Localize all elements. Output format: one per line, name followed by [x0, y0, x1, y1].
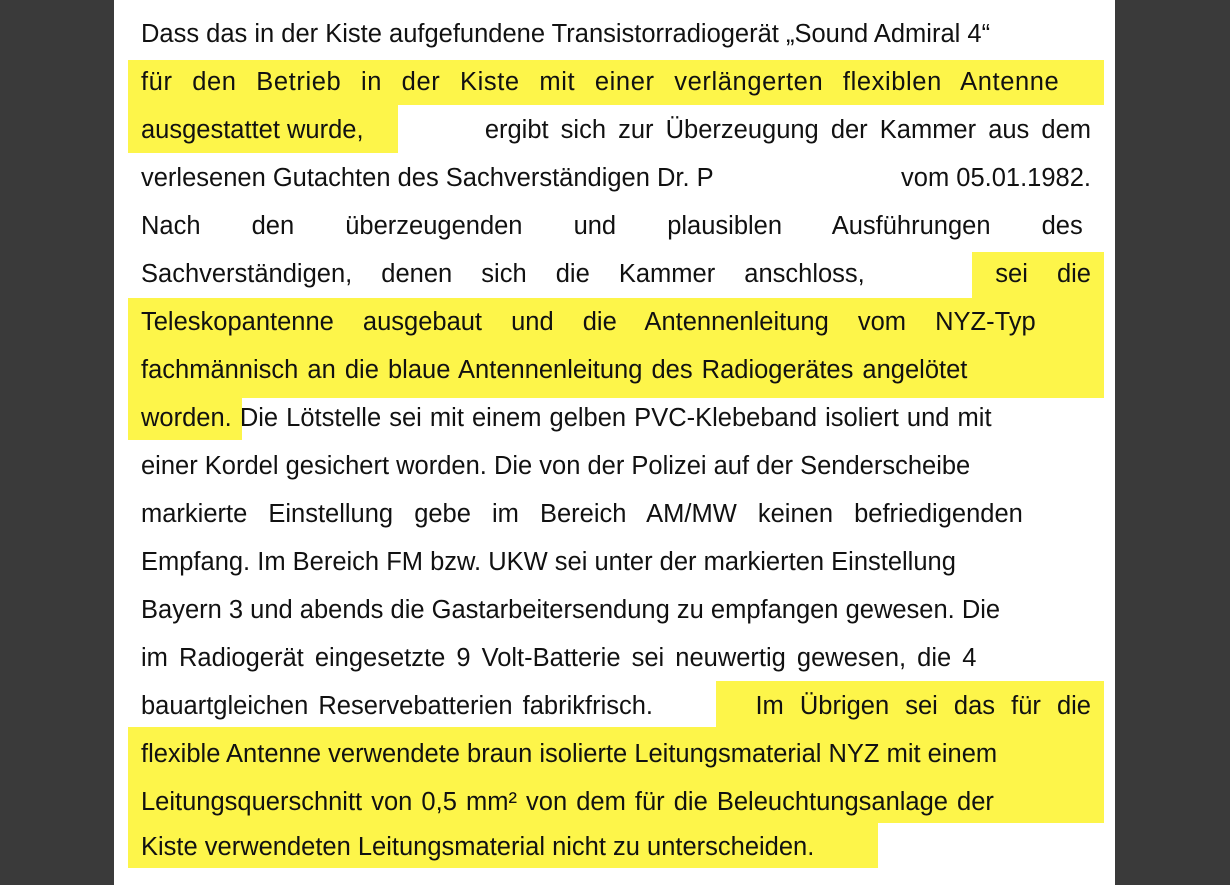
text-line-3 — [141, 110, 1091, 150]
line-text-highlighted: sei die — [995, 260, 1091, 288]
text-line-9 — [141, 398, 1091, 438]
line-text: einer Kordel gesichert worden. Die von der Polizei auf der Senderscheibe — [141, 452, 971, 480]
text-line-1 — [141, 14, 1091, 54]
text-line-10 — [141, 446, 1091, 486]
line-text: bauartgleichen Reservebatterien fabrikfrisch. — [141, 692, 654, 720]
text-line-14 — [141, 638, 1091, 678]
line-text: Dass das in der Kiste aufgefundene Transistorradiogerät „Sound Admiral 4“ — [141, 20, 991, 48]
text-line-12 — [141, 542, 1091, 582]
line-text: Nach den überzeugenden und plausiblen Ausführungen des — [141, 212, 1083, 240]
line-text: Bayern 3 und abends die Gastarbeitersendung zu empfangen gewesen. Die — [141, 596, 1001, 624]
text-line-2 — [141, 62, 1091, 102]
text-line-11 — [141, 494, 1091, 534]
text-line-6 — [141, 254, 1091, 294]
line-text: Die Lötstelle sei mit einem gelben PVC-Klebeband isoliert und mit — [231, 404, 992, 432]
line-text-highlighted: fachmännisch an die blaue Antennenleitung des Radiogerätes angelötet — [141, 356, 968, 384]
text-line-8 — [141, 350, 1091, 390]
line-text-highlighted: Im Übrigen sei das für die — [755, 692, 1091, 720]
line-text: ergibt sich zur Überzeugung der Kammer aus dem — [484, 116, 1091, 144]
line-text: Sachverständigen, denen sich die Kammer anschloss, — [141, 260, 865, 288]
line-text-highlighted: flexible Antenne verwendete braun isolierte Leitungsmaterial NYZ mit einem — [141, 740, 998, 768]
line-text-date: vom 05.01.1982. — [901, 164, 1091, 192]
line-text-highlighted: Teleskopantenne ausgebaut und die Antennenleitung vom NYZ-Typ — [141, 308, 1036, 336]
line-text-highlighted: ausgestattet wurde, — [141, 116, 364, 144]
line-text: für den Betrieb in der Kiste mit einer verlängerten flexiblen Antenne — [141, 68, 1060, 96]
text-line-5 — [141, 206, 1091, 246]
text-line-4 — [141, 158, 1091, 198]
line-text: Empfang. Im Bereich FM bzw. UKW sei unter der markierten Einstellung — [141, 548, 956, 576]
line-text: markierte Einstellung gebe im Bereich AM/MW keinen befriedigenden — [141, 500, 1023, 528]
line-text: verlesenen Gutachten des Sachverständigen Dr. P — [141, 164, 714, 192]
text-line-17 — [141, 782, 1091, 822]
line-text-highlighted: Kiste verwendeten Leitungsmaterial nicht zu unterscheiden. — [141, 833, 815, 861]
line-text: im Radiogerät eingesetzte 9 Volt-Batterie sei neuwertig gewesen, die 4 — [141, 644, 977, 672]
text-line-15 — [141, 686, 1091, 726]
text-line-13 — [141, 590, 1091, 630]
text-line-7 — [141, 302, 1091, 342]
line-text-highlighted: worden. — [141, 404, 232, 432]
line-text-highlighted: Leitungsquerschnitt von 0,5 mm² von dem für die Beleuchtungsanlage der — [141, 788, 994, 816]
text-line-16 — [141, 734, 1091, 774]
text-line-18 — [141, 827, 1091, 867]
document-page — [114, 0, 1115, 885]
